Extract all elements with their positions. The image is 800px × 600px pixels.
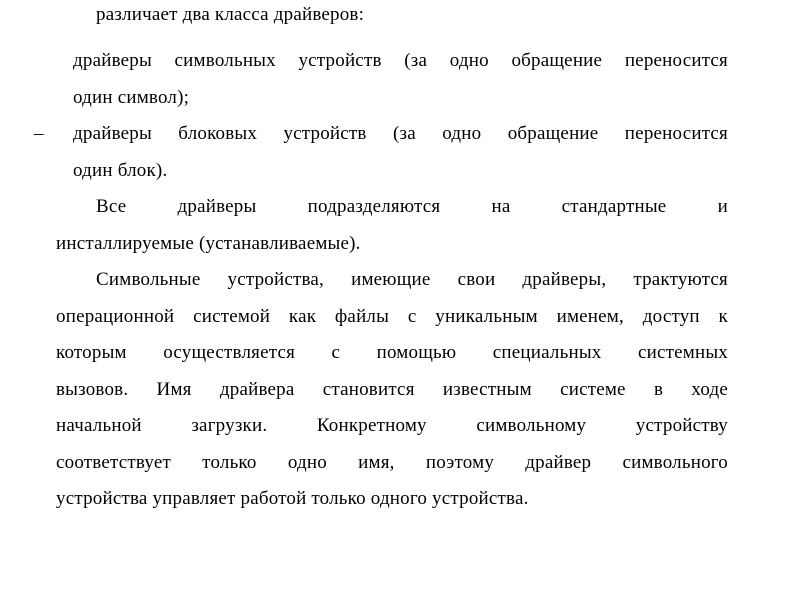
text-line-10: которым осуществляется с помощью специальных системных — [56, 342, 728, 363]
bullet-dash: – — [34, 123, 44, 144]
text-line-2: драйверы символьных устройств (за одно обращение переносится — [73, 50, 728, 71]
text-line-14: устройства управляет работой только одного устройства. — [56, 488, 529, 509]
text-line-5: один блок). — [73, 159, 168, 181]
text-line-11: вызовов. Имя драйвера становится известным системе в ходе — [56, 378, 728, 400]
text-line-6: Все драйверы подразделяются на стандартные и — [96, 196, 728, 217]
text-line-3: один символ); — [73, 86, 190, 108]
text-line-12: начальной загрузки. Конкретному символьному устройству — [56, 415, 728, 436]
text-line-13: соответствует только одно имя, поэтому драйвер символьного — [56, 451, 728, 473]
text-line-7: инсталлируемые (устанавливаемые). — [56, 232, 361, 254]
text-line-1: различает два класса драйверов: — [96, 4, 365, 25]
text-line-9: операционной системой как файлы с уникальным именем, доступ к — [56, 305, 728, 327]
text-line-4: драйверы блоковых устройств (за одно обращение переносится — [73, 123, 728, 144]
text-line-8: Символьные устройства, имеющие свои драйверы, трактуются — [96, 269, 728, 290]
